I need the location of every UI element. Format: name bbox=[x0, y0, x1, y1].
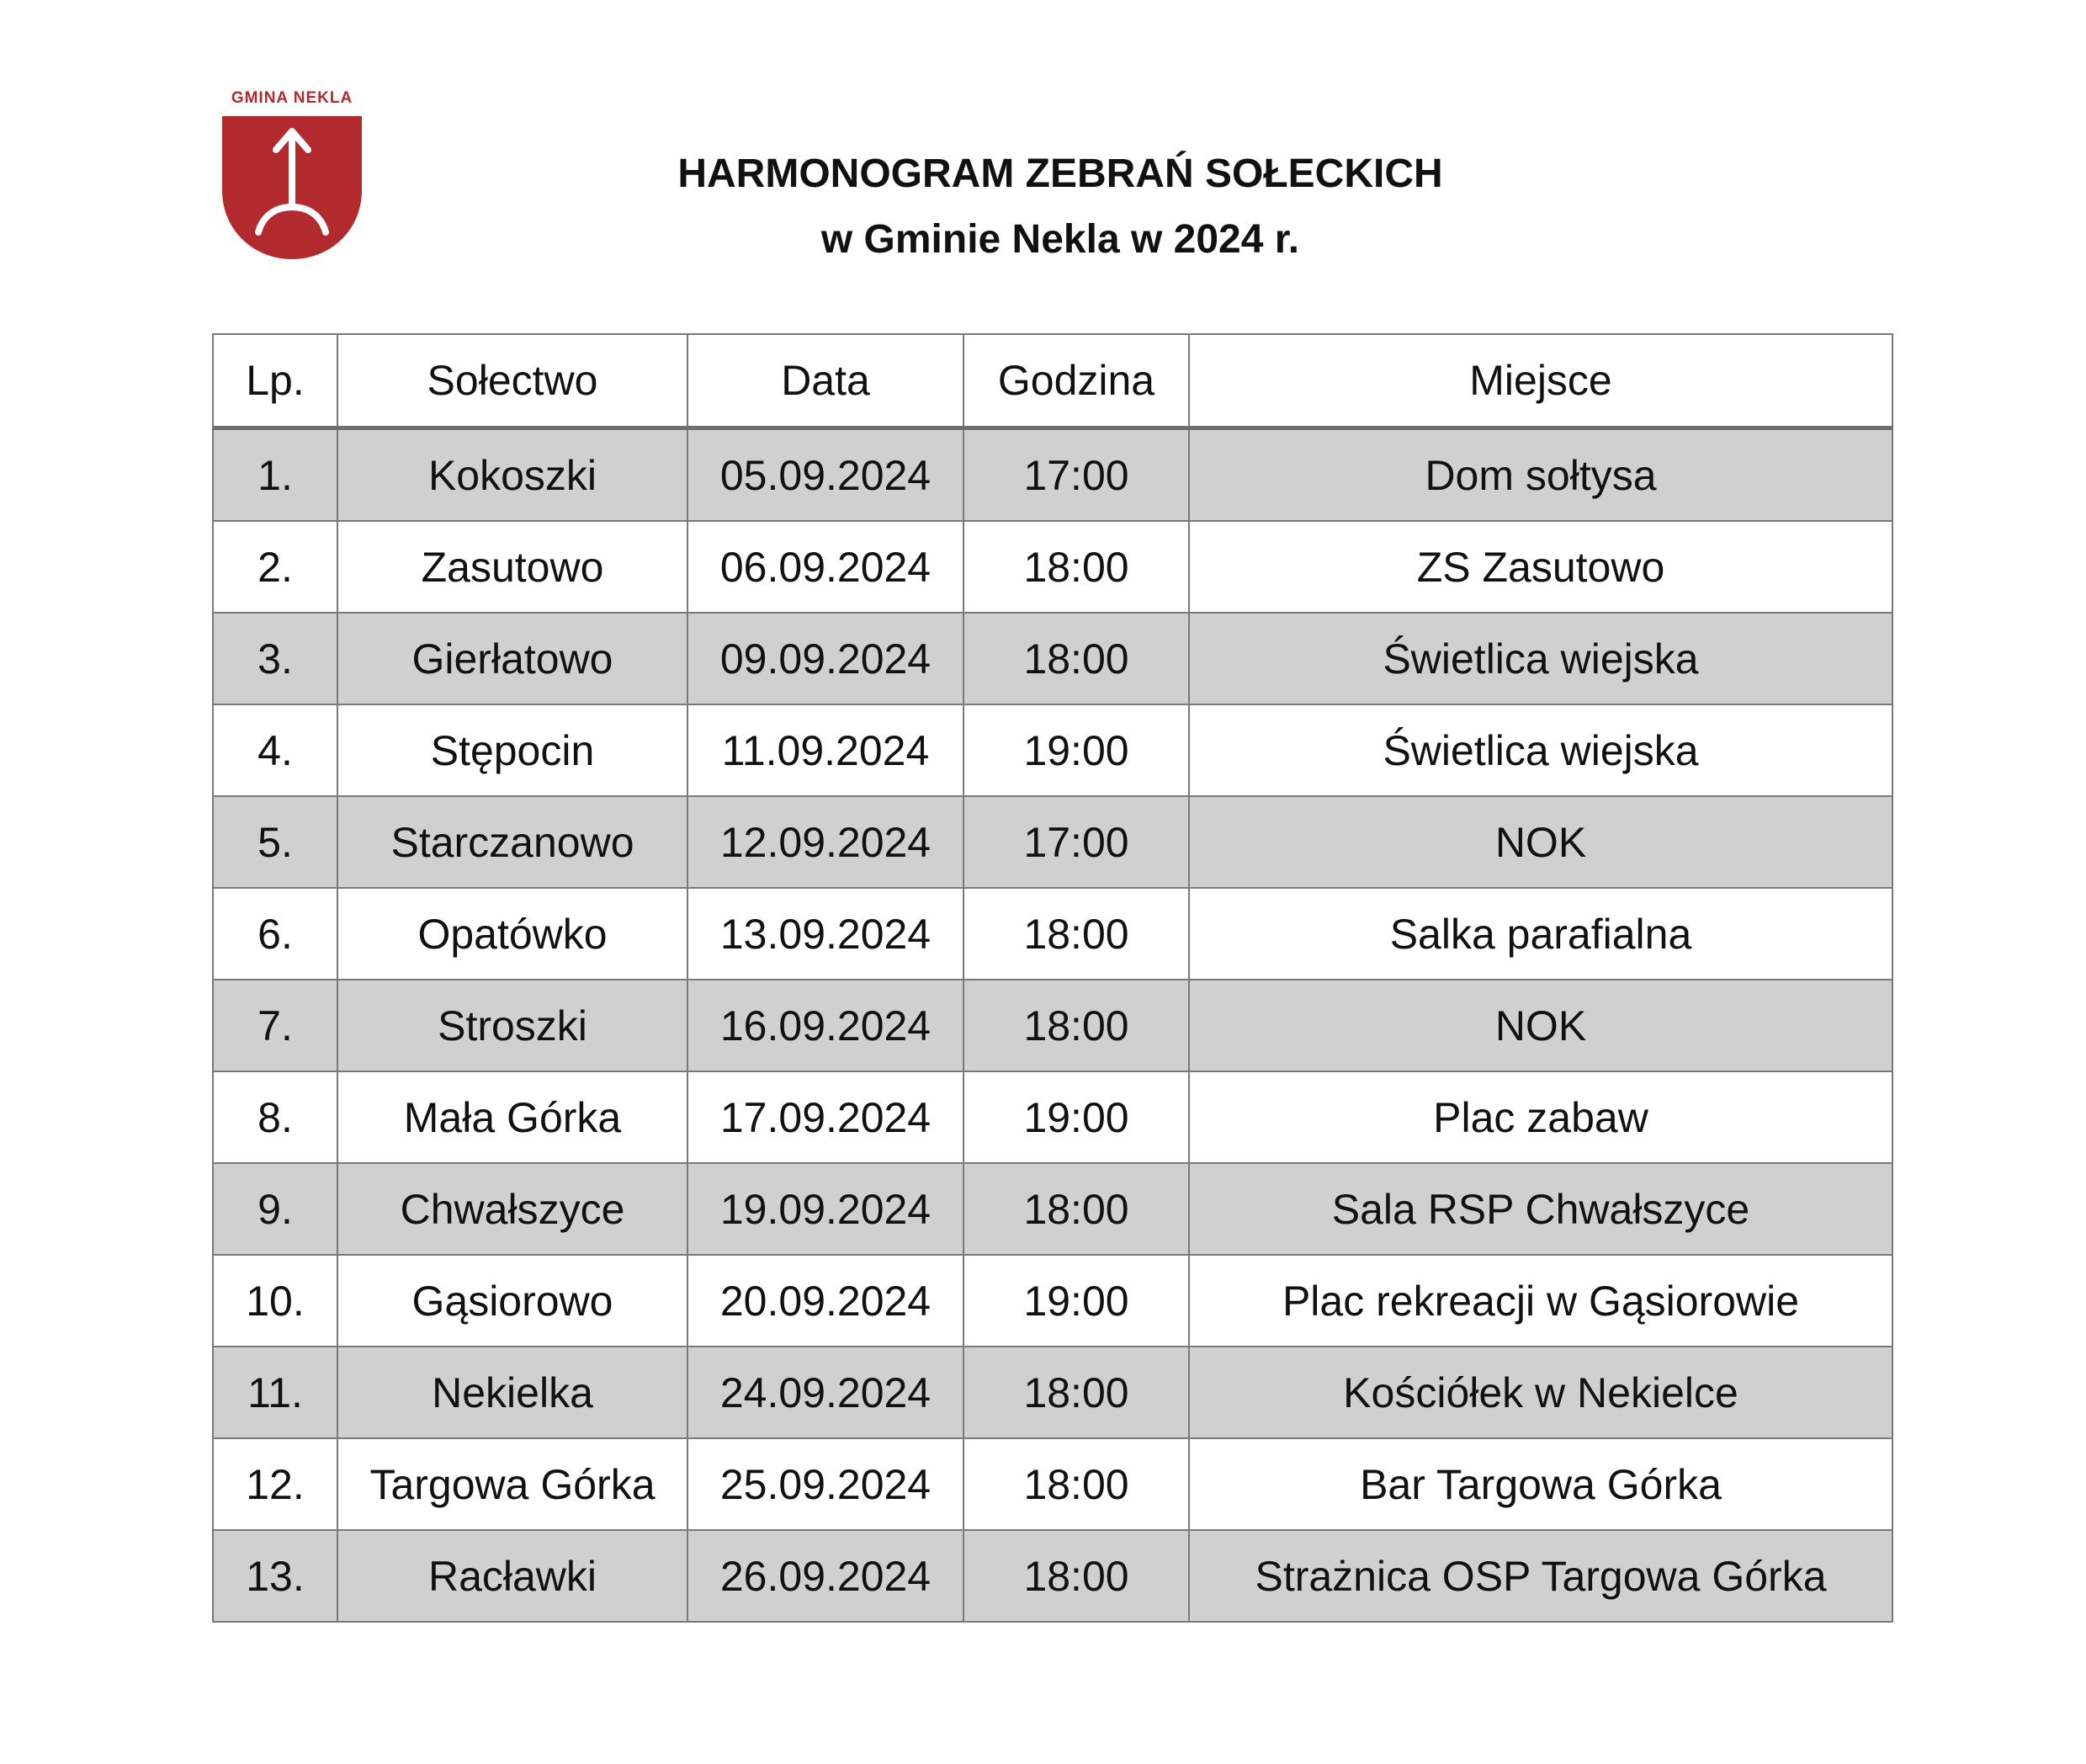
cell-miejsce: Strażnica OSP Targowa Górka bbox=[1189, 1530, 1892, 1622]
cell-godzina: 18:00 bbox=[963, 521, 1189, 613]
cell-data: 05.09.2024 bbox=[687, 428, 963, 522]
cell-solectwo: Kokoszki bbox=[337, 428, 687, 522]
cell-data: 06.09.2024 bbox=[687, 521, 963, 613]
cell-lp: 3. bbox=[213, 613, 337, 704]
table-row bbox=[213, 1347, 1892, 1438]
cell-miejsce: NOK bbox=[1189, 796, 1892, 888]
cell-godzina: 17:00 bbox=[963, 796, 1189, 888]
cell-lp: 13. bbox=[213, 1530, 337, 1622]
cell-solectwo: Zasutowo bbox=[337, 521, 687, 613]
cell-data: 19.09.2024 bbox=[687, 1163, 963, 1255]
page-title bbox=[0, 141, 2086, 273]
cell-lp: 10. bbox=[213, 1255, 337, 1347]
cell-godzina: 17:00 bbox=[963, 428, 1189, 522]
cell-miejsce: Kościółek w Nekielce bbox=[1189, 1347, 1892, 1438]
title-line-1: HARMONOGRAM ZEBRAŃ SOŁECKICH bbox=[677, 151, 1443, 196]
column-header-godzina: Godzina bbox=[963, 334, 1189, 428]
cell-data: 13.09.2024 bbox=[687, 888, 963, 980]
cell-miejsce: Dom sołtysa bbox=[1189, 428, 1892, 522]
cell-solectwo: Racławki bbox=[337, 1530, 687, 1622]
cell-lp: 12. bbox=[213, 1438, 337, 1530]
cell-godzina: 19:00 bbox=[963, 704, 1189, 796]
cell-lp: 8. bbox=[213, 1071, 337, 1163]
cell-data: 26.09.2024 bbox=[687, 1530, 963, 1622]
logo-caption: GMINA NEKLA bbox=[231, 89, 353, 107]
column-header-solectwo: Sołectwo bbox=[337, 334, 687, 428]
cell-data: 25.09.2024 bbox=[687, 1438, 963, 1530]
cell-solectwo: Stroszki bbox=[337, 980, 687, 1071]
schedule-table bbox=[212, 333, 1893, 1623]
cell-data: 12.09.2024 bbox=[687, 796, 963, 888]
cell-miejsce: Bar Targowa Górka bbox=[1189, 1438, 1892, 1530]
table-row bbox=[213, 888, 1892, 980]
cell-miejsce: Sala RSP Chwałszyce bbox=[1189, 1163, 1892, 1255]
cell-miejsce: Świetlica wiejska bbox=[1189, 613, 1892, 704]
cell-lp: 5. bbox=[213, 796, 337, 888]
cell-godzina: 18:00 bbox=[963, 1347, 1189, 1438]
cell-solectwo: Targowa Górka bbox=[337, 1438, 687, 1530]
cell-miejsce: NOK bbox=[1189, 980, 1892, 1071]
cell-lp: 4. bbox=[213, 704, 337, 796]
table-row bbox=[213, 980, 1892, 1071]
table-row bbox=[213, 1071, 1892, 1163]
cell-data: 11.09.2024 bbox=[687, 704, 963, 796]
table-row bbox=[213, 1530, 1892, 1622]
cell-godzina: 18:00 bbox=[963, 613, 1189, 704]
cell-lp: 2. bbox=[213, 521, 337, 613]
cell-godzina: 18:00 bbox=[963, 1438, 1189, 1530]
table-row bbox=[213, 613, 1892, 704]
cell-godzina: 19:00 bbox=[963, 1071, 1189, 1163]
cell-data: 24.09.2024 bbox=[687, 1347, 963, 1438]
column-header-lp: Lp. bbox=[213, 334, 337, 428]
table-row bbox=[213, 1438, 1892, 1530]
title-line-2: w Gminie Nekla w 2024 r. bbox=[820, 217, 1300, 262]
table-row bbox=[213, 1163, 1892, 1255]
cell-godzina: 18:00 bbox=[963, 888, 1189, 980]
table-row bbox=[213, 1255, 1892, 1347]
cell-solectwo: Opatówko bbox=[337, 888, 687, 980]
cell-solectwo: Mała Górka bbox=[337, 1071, 687, 1163]
cell-lp: 1. bbox=[213, 428, 337, 522]
cell-godzina: 19:00 bbox=[963, 1255, 1189, 1347]
cell-data: 09.09.2024 bbox=[687, 613, 963, 704]
cell-lp: 7. bbox=[213, 980, 337, 1071]
cell-miejsce: ZS Zasutowo bbox=[1189, 521, 1892, 613]
column-header-data: Data bbox=[687, 334, 963, 428]
table-row bbox=[213, 796, 1892, 888]
cell-solectwo: Starczanowo bbox=[337, 796, 687, 888]
cell-data: 20.09.2024 bbox=[687, 1255, 963, 1347]
cell-solectwo: Chwałszyce bbox=[337, 1163, 687, 1255]
table-row bbox=[213, 428, 1892, 522]
cell-miejsce: Plac zabaw bbox=[1189, 1071, 1892, 1163]
cell-miejsce: Plac rekreacji w Gąsiorowie bbox=[1189, 1255, 1892, 1347]
table-row bbox=[213, 521, 1892, 613]
cell-lp: 9. bbox=[213, 1163, 337, 1255]
cell-solectwo: Gąsiorowo bbox=[337, 1255, 687, 1347]
cell-miejsce: Salka parafialna bbox=[1189, 888, 1892, 980]
table-header-row bbox=[213, 334, 1892, 428]
cell-godzina: 18:00 bbox=[963, 1163, 1189, 1255]
cell-data: 17.09.2024 bbox=[687, 1071, 963, 1163]
cell-miejsce: Świetlica wiejska bbox=[1189, 704, 1892, 796]
cell-solectwo: Stępocin bbox=[337, 704, 687, 796]
table-row bbox=[213, 704, 1892, 796]
cell-solectwo: Nekielka bbox=[337, 1347, 687, 1438]
cell-lp: 11. bbox=[213, 1347, 337, 1438]
cell-godzina: 18:00 bbox=[963, 980, 1189, 1071]
column-header-miejsce: Miejsce bbox=[1189, 334, 1892, 428]
cell-godzina: 18:00 bbox=[963, 1530, 1189, 1622]
cell-lp: 6. bbox=[213, 888, 337, 980]
cell-solectwo: Gierłatowo bbox=[337, 613, 687, 704]
cell-data: 16.09.2024 bbox=[687, 980, 963, 1071]
